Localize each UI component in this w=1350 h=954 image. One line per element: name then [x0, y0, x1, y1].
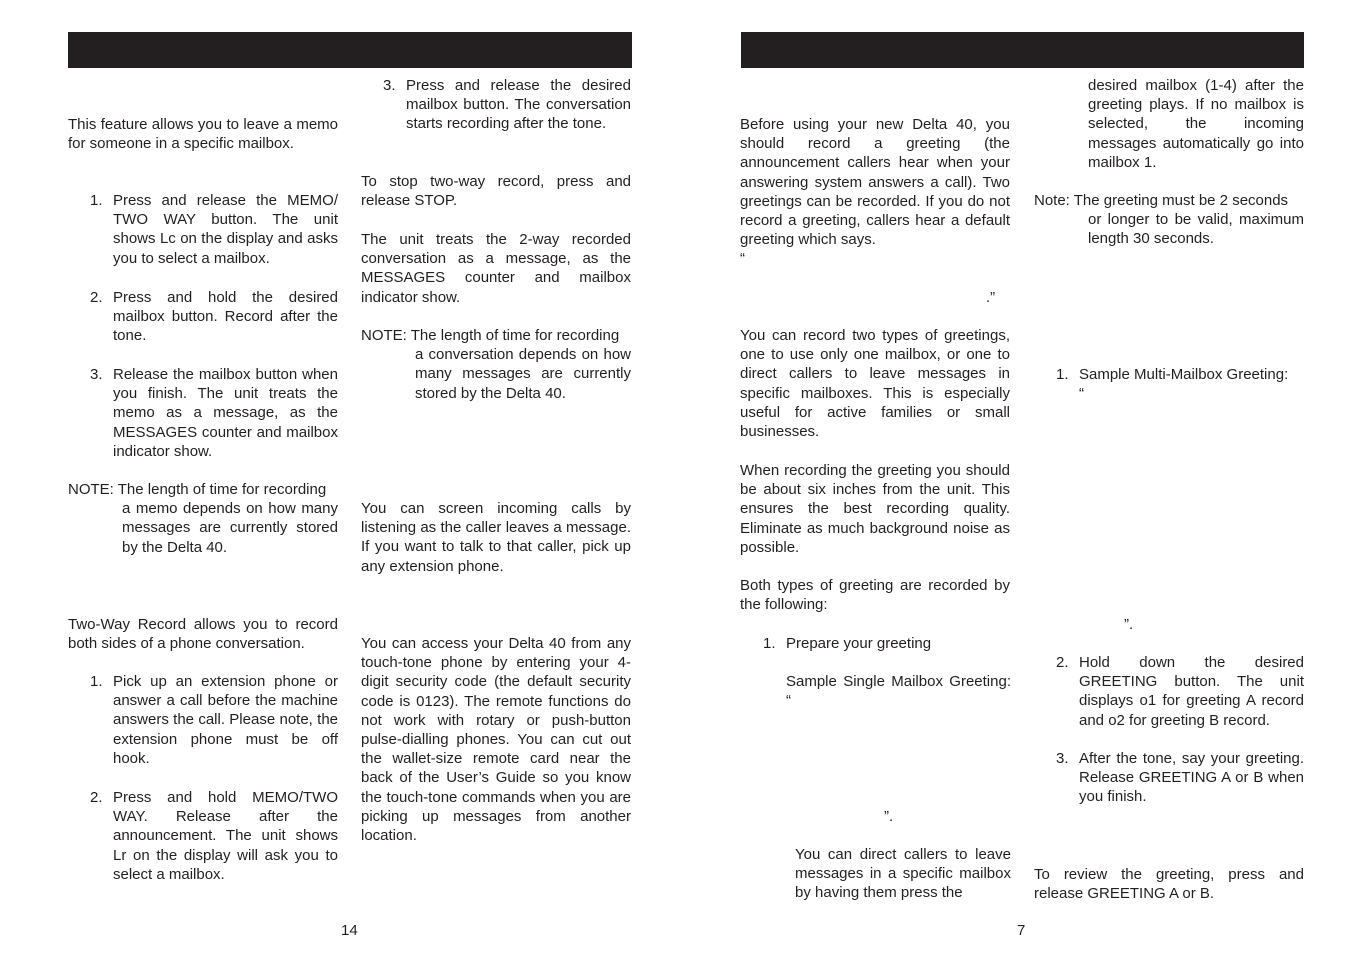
both-types-text: Both types of greeting are recorded by the following: [740, 577, 1010, 614]
memo-intro: This feature allows you to leave a memo for someone in a specific mailbox. [68, 116, 338, 153]
direct-callers-text: You can direct callers to leave messages in a specific mailbox by having them press the [795, 846, 1011, 902]
multi-greeting-close-quote: ”. [1124, 616, 1134, 633]
greeting-note-first-line: The greeting must be 2 seconds [1073, 192, 1289, 209]
step-number: 1. [90, 673, 103, 690]
memo-step-3 [90, 365, 338, 461]
greeting-step-2 [1056, 653, 1304, 730]
twoway-stop-text: To stop two-way record, press and release STOP. [361, 173, 631, 210]
step-number: 2. [1056, 654, 1069, 671]
twoway-step-1-text: Pick up an extension phone or answer a call before the machine answers the call. Please note, the extension phone must be off hook. [113, 673, 338, 767]
multi-mailbox-step [1056, 365, 1304, 384]
greeting-step-1-text: Prepare your greeting [786, 635, 932, 652]
memo-step-2-text: Press and hold the desired mailbox button. Record after the tone. [113, 289, 338, 345]
twoway-note-first-line: The length of time for recording [410, 327, 620, 344]
default-greeting-close-quote: .” [986, 289, 996, 306]
step-number: 3. [383, 77, 396, 94]
single-greeting-close-quote: ”. [884, 808, 894, 825]
twoway-step-2 [90, 788, 338, 884]
multi-mailbox-label: Sample Multi-Mailbox Greeting: [1079, 366, 1289, 383]
review-greeting-text: To review the greeting, press and release GREETING A or B. [1034, 866, 1304, 903]
twoway-step-2-text: Press and hold MEMO/TWO WAY. Release after the announcement. The unit shows Lr on the display will ask you to select a mailbox. [113, 789, 338, 883]
greeting-step-3-text: After the tone, say your greeting. Release GREETING A or B when you finish. [1079, 750, 1304, 806]
twoway-step-1 [90, 672, 338, 768]
left-page-number: 14 [341, 922, 358, 939]
note-label: NOTE: [361, 327, 407, 344]
memo-note-first-line: The length of time for recording [117, 481, 327, 498]
memo-step-1-text: Press and release the MEMO/ TWO WAY button. The unit shows Lc on the display and asks you to select a mailbox. [113, 192, 338, 267]
step-number: 2. [90, 289, 103, 306]
left-page-header-bar [68, 32, 632, 68]
twoway-step-3-text: Press and release the desired mailbox button. The conversation starts recording after the tone. [406, 77, 631, 133]
memo-note [68, 480, 338, 557]
call-screening-text: You can screen incoming calls by listening as the caller leaves a message. If you want to talk to that caller, pick up any extension phone. [361, 500, 631, 575]
greeting-step-1 [763, 634, 1010, 653]
greeting-length-note [1034, 191, 1304, 249]
twoway-note [361, 326, 631, 403]
recording-tips-text: When recording the greeting you should be about six inches from the unit. This ensures the best recording quality. Eliminate as much background noise as possible. [740, 462, 1010, 556]
default-greeting-open-quote: “ [740, 250, 745, 267]
step-number: 1. [763, 635, 776, 652]
greeting-step-2-text: Hold down the desired GREETING button. The unit displays o1 for greeting A record and o2 for greeting B record. [1079, 654, 1304, 729]
step-number: 3. [1056, 750, 1069, 767]
step-number: 1. [90, 192, 103, 209]
multi-greeting-open-quote: “ [1079, 385, 1084, 402]
remote-access-text: You can access your Delta 40 from any touch-tone phone by entering your 4-digit security code (the default security code is 0123). The remote functions do not work with rotary or push-button pulse-dialling phones. You can cut out the wallet-size remote card near the back of the User’s Guide so you know the touch-tone commands when you are picking up messages from another location. [361, 635, 631, 845]
memo-step-1 [90, 191, 338, 268]
direct-callers-continued: desired mailbox (1-4) after the greeting plays. If no mailbox is selected, the incoming messages automatically go into mailbox 1. [1088, 77, 1304, 171]
twoway-intro: Two-Way Record allows you to record both sides of a phone conversation. [68, 616, 338, 653]
greeting-note-rest: or longer to be valid, maximum length 30 seconds. [1088, 211, 1304, 248]
twoway-treats-text: The unit treats the 2-way recorded conversation as a message, as the MESSAGES counter and mailbox indicator show. [361, 231, 631, 306]
step-number: 1. [1056, 366, 1069, 383]
step-number: 3. [90, 366, 103, 383]
step-number: 2. [90, 789, 103, 806]
memo-step-3-text: Release the mailbox button when you finish. The unit treats the memo as a message, as the MESSAGES counter and mailbox indicator show. [113, 366, 338, 460]
note-label: Note: [1034, 192, 1070, 209]
greeting-step-3 [1056, 749, 1304, 807]
twoway-step-3 [383, 76, 631, 134]
right-page-number: 7 [1017, 922, 1026, 939]
note-label: NOTE: [68, 481, 114, 498]
right-page-header-bar [741, 32, 1304, 68]
before-using-text: Before using your new Delta 40, you should record a greeting (the announcement callers hear when your answering system answers a call). Two greetings can be recorded. If you do not record a greeting, callers hear a default greeting which says. [740, 116, 1010, 249]
memo-note-rest: a memo depends on how many messages are currently stored by the Delta 40. [122, 500, 338, 556]
twoway-note-rest: a conversation depends on how many messages are currently stored by the Delta 40. [415, 346, 631, 402]
sample-single-mailbox-label: Sample Single Mailbox Greeting: “ [786, 673, 1011, 710]
two-types-text: You can record two types of greetings, one to use only one mailbox, or one to direct callers to leave messages in specific mailboxes. This is especially useful for active families or small businesses. [740, 327, 1010, 441]
memo-step-2 [90, 288, 338, 346]
